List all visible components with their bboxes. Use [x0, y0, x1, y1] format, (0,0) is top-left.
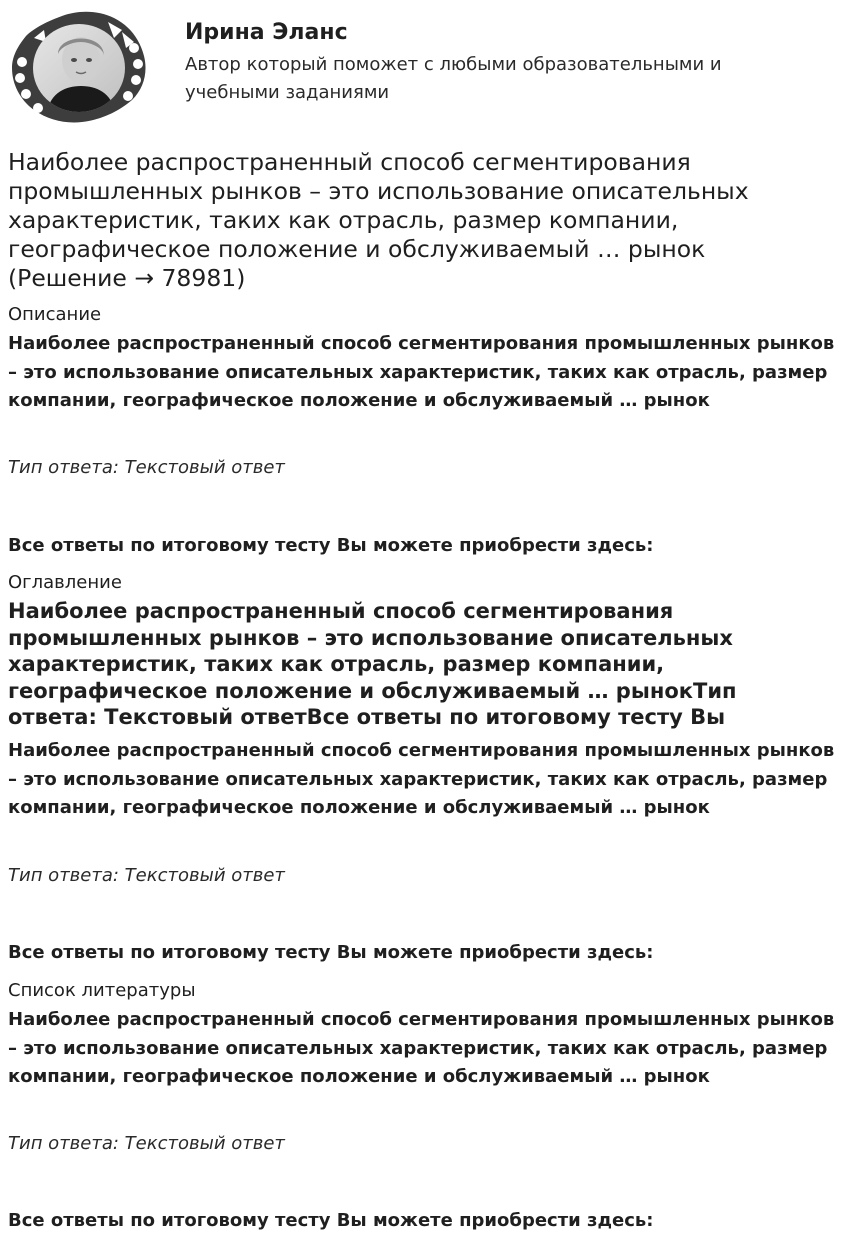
bibliography-buy-text: Все ответы по итоговому тесту Вы можете приобрести здесь:: [8, 1210, 654, 1231]
section-label-description: Описание: [8, 304, 102, 325]
author-name[interactable]: Ирина Эланс: [185, 20, 348, 45]
toc-heading: Наиболее распространенный способ сегментирования промышленных рынков – это использование описательных характеристик, таких как отрасль, размер компании, географическое положение и обслуживаемый … рынокТип ответа: Текстовый ответВсе ответы по итоговому тесту Вы: [8, 599, 737, 729]
description-answer-type: Тип ответа: Текстовый ответ: [8, 457, 285, 478]
toc-answer-type: Тип ответа: Текстовый ответ: [8, 865, 285, 886]
description-text: Наиболее распространенный способ сегментирования промышленных рынков – это использование описательных характеристик, таких как отрасль, размер компании, географическое положение и обслуживаемый … рынок: [8, 333, 835, 411]
description-buy-text: Все ответы по итоговому тесту Вы можете приобрести здесь:: [8, 535, 654, 556]
film-frame-avatar-icon[interactable]: [8, 8, 150, 126]
toc-text: Наиболее распространенный способ сегментирования промышленных рынков – это использование описательных характеристик, таких как отрасль, размер компании, географическое положение и обслуживаемый … рынок: [8, 740, 835, 818]
author-description: Автор который поможет с любыми образовательными и учебными заданиями: [185, 54, 722, 103]
section-label-bibliography: Список литературы: [8, 980, 196, 1001]
section-label-toc: Оглавление: [8, 572, 122, 593]
author-card: [8, 8, 839, 126]
bibliography-text: Наиболее распространенный способ сегментирования промышленных рынков – это использование описательных характеристик, таких как отрасль, размер компании, географическое положение и обслуживаемый … рынок: [8, 1009, 835, 1087]
toc-buy-text: Все ответы по итоговому тесту Вы можете приобрести здесь:: [8, 942, 654, 963]
bibliography-answer-type: Тип ответа: Текстовый ответ: [8, 1133, 285, 1154]
page-title: Наиболее распространенный способ сегментирования промышленных рынков – это использование описательных характеристик, таких как отрасль, размер компании, географическое положение и обслуживаемый … рынок (Решение → 78981): [8, 148, 749, 292]
